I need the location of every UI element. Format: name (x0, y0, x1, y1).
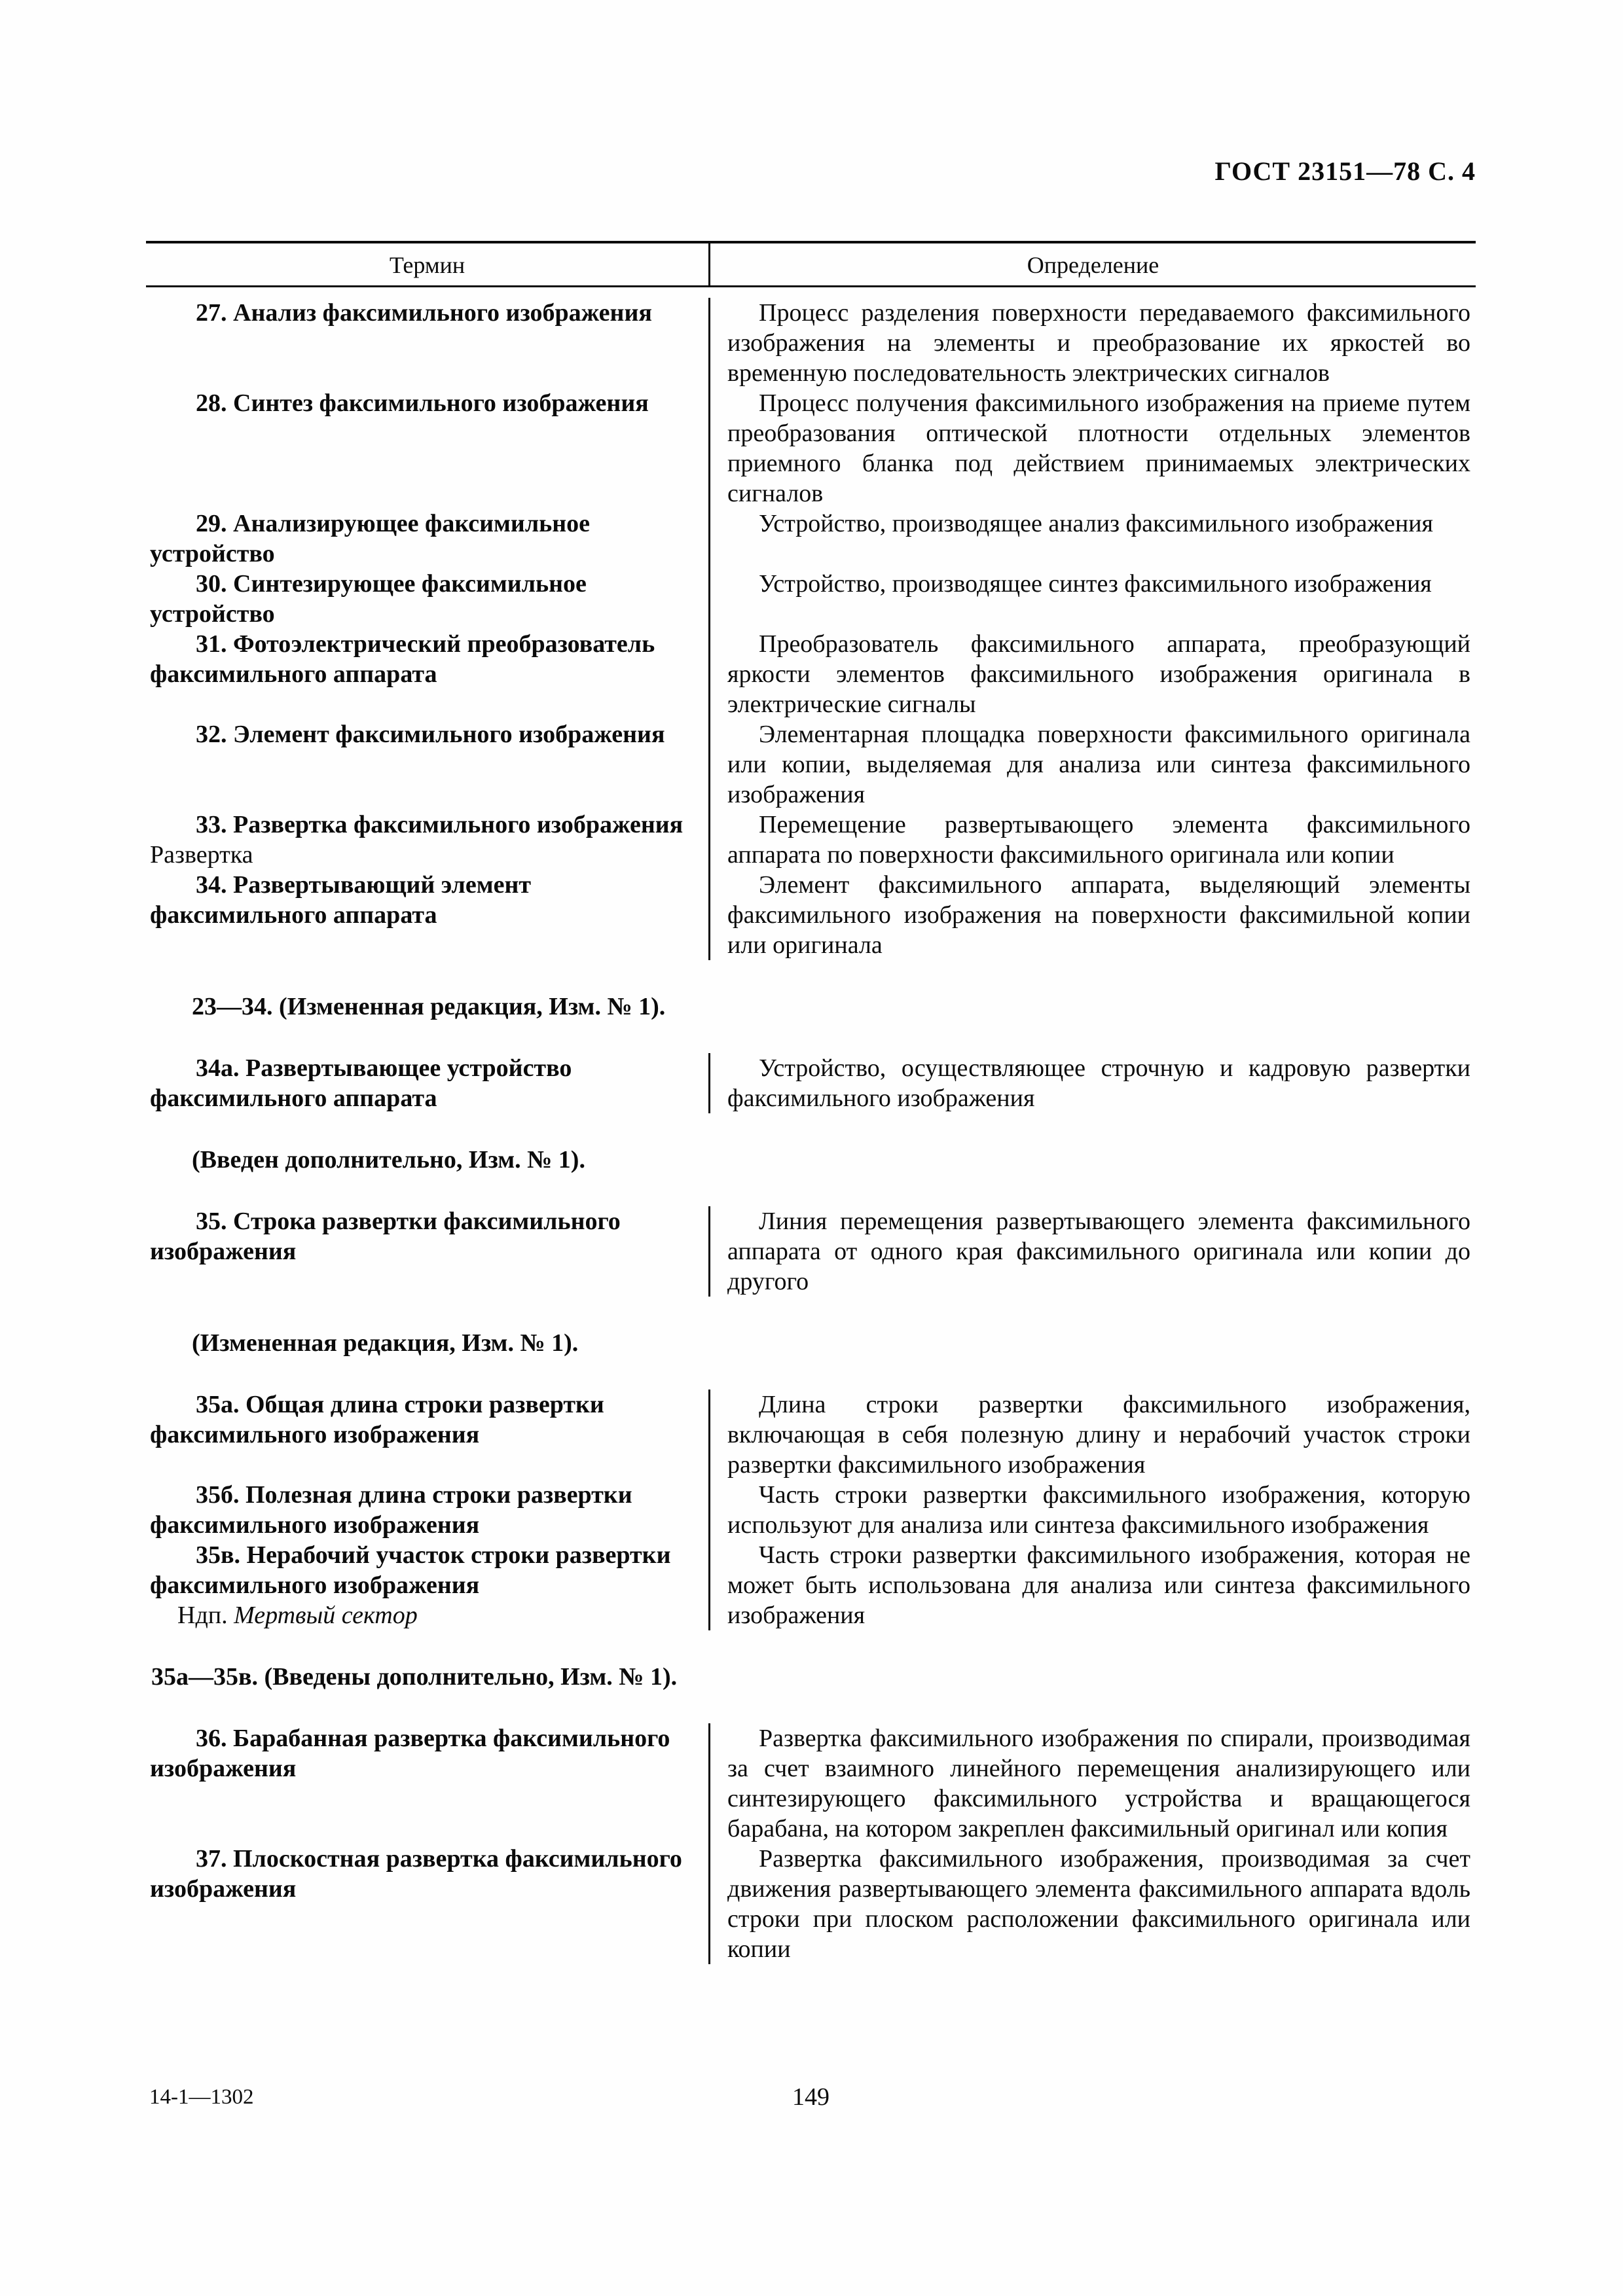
table-body (146, 287, 1476, 1964)
footer-order-code: 14-1—1302 (149, 2085, 254, 2109)
table-row (146, 1053, 1476, 1113)
column-header-term: Термин (146, 243, 710, 285)
definition-cell (710, 1723, 1476, 1844)
table-row (146, 1540, 1476, 1630)
term-cell (146, 388, 710, 509)
term-cell (146, 810, 710, 870)
amendment-note: 35а—35в. (Введены дополнительно, Изм. № 1). (151, 1663, 678, 1691)
term-cell (146, 870, 710, 960)
amendment-note: (Измененная редакция, Изм. № 1). (192, 1329, 579, 1357)
term-cell (146, 1844, 710, 1964)
definition-text: Развертка факсимильного изображения, производимая за счет движения развертывающего элемента факсимильного аппарата вдоль строки при плоском расположении факсимильного оригинала или копии (727, 1845, 1470, 1963)
definition-text: Процесс получения факсимильного изображения на приеме путем преобразования оптической плотности отдельных элементов приемного бланка под действием принимаемых электрических сигналов (727, 389, 1470, 507)
running-head: ГОСТ 23151—78 С. 4 (1214, 156, 1476, 186)
definition-text: Часть строки развертки факсимильного изображения, которая не может быть использована для анализа или синтеза факсимильного изображения (727, 1541, 1470, 1629)
definition-cell (710, 298, 1476, 388)
inadmissible-term: Мертвый сектор (234, 1602, 418, 1629)
term-cell (146, 298, 710, 388)
term-text: 34а. Развертывающее устройство факсимильного аппарата (150, 1054, 572, 1112)
definition-cell (710, 810, 1476, 870)
term-text: 32. Элемент факсимильного изображения (196, 721, 665, 748)
term-text: 34. Развертывающий элемент факсимильного аппарата (150, 871, 531, 929)
term-text: 35а. Общая длина строки развертки факсимильного изображения (150, 1391, 604, 1448)
table-header-row (146, 243, 1476, 287)
definition-cell (710, 1206, 1476, 1297)
definition-text: Устройство, производящее синтез факсимильного изображения (759, 570, 1432, 598)
amendment-note: (Введен дополнительно, Изм. № 1). (192, 1146, 585, 1174)
table-row (146, 1390, 1476, 1480)
term-text: 27. Анализ факсимильного изображения (196, 299, 652, 327)
table-row (146, 509, 1476, 569)
definition-cell (710, 1480, 1476, 1540)
term-text: 36. Барабанная развертка факсимильного изображения (150, 1725, 670, 1782)
term-text: 31. Фотоэлектрический преобразователь факсимильного аппарата (150, 630, 655, 688)
term-cell (146, 569, 710, 629)
term-cell (146, 719, 710, 810)
term-text: 37. Плоскостная развертка факсимильного изображения (150, 1845, 682, 1903)
definition-text: Длина строки развертки факсимильного изображения, включающая в себя полезную длину и нерабочий участок строки развертки факсимильного изображения (727, 1391, 1470, 1479)
definition-cell (710, 1844, 1476, 1964)
definition-cell (710, 569, 1476, 629)
definition-cell (710, 509, 1476, 569)
table-row (146, 298, 1476, 388)
definition-cell (710, 1540, 1476, 1630)
table-row (146, 569, 1476, 629)
term-short-form: Развертка (150, 841, 253, 869)
amendment-note: 23—34. (Измененная редакция, Изм. № 1). (192, 993, 666, 1020)
table-row (146, 719, 1476, 810)
term-cell (146, 629, 710, 719)
term-text: 33. Развертка факсимильного изображения (196, 811, 684, 838)
table-row (146, 1480, 1476, 1540)
term-text: 30. Синтезирующее факсимильное устройство (150, 570, 587, 628)
definition-text: Линия перемещения развертывающего элемента факсимильного аппарата от одного края факсимильного оригинала или копии до другого (727, 1208, 1470, 1295)
definition-text: Устройство, осуществляющее строчную и кадровую развертки факсимильного изображения (727, 1054, 1470, 1112)
term-text: 35. Строка развертки факсимильного изображения (150, 1208, 621, 1265)
term-cell (146, 1723, 710, 1844)
term-text: 35б. Полезная длина строки развертки факсимильного изображения (150, 1481, 632, 1539)
definition-text: Устройство, производящее анализ факсимильного изображения (759, 510, 1434, 537)
terms-definition-table (146, 241, 1476, 1964)
term-cell (146, 1480, 710, 1540)
term-text: 28. Синтез факсимильного изображения (196, 389, 649, 417)
table-row (146, 810, 1476, 870)
definition-cell (710, 1390, 1476, 1480)
definition-text: Развертка факсимильного изображения по спирали, производимая за счет взаимного линейного перемещения анализирующего или синтезирующего факсимильного устройства и вращающегося барабана, на котором закреплен факсимильный оригинал или копия (727, 1725, 1470, 1842)
definition-text: Элементарная площадка поверхности факсимильного оригинала или копии, выделяемая для анализа или синтеза факсимильного изображения (727, 721, 1470, 808)
term-cell (146, 1540, 710, 1630)
definition-text: Элемент факсимильного аппарата, выделяющий элементы факсимильного изображения на поверхности факсимильной копии или оригинала (727, 871, 1470, 959)
definition-cell (710, 388, 1476, 509)
term-cell (146, 1390, 710, 1480)
term-cell (146, 509, 710, 569)
table-row (146, 1206, 1476, 1297)
definition-cell (710, 1053, 1476, 1113)
table-row (146, 870, 1476, 960)
table-row (146, 629, 1476, 719)
definition-text: Преобразователь факсимильного аппарата, преобразующий яркости элементов факсимильного изображения оригинала в электрические сигналы (727, 630, 1470, 718)
definition-cell (710, 870, 1476, 960)
term-cell (146, 1053, 710, 1113)
definition-cell (710, 629, 1476, 719)
inadmissible-label: Ндп. (177, 1602, 228, 1629)
definition-text: Перемещение развертывающего элемента факсимильного аппарата по поверхности факсимильного оригинала или копии (727, 811, 1470, 869)
table-row (146, 1844, 1476, 1964)
term-cell (146, 1206, 710, 1297)
page-number: 149 (792, 2083, 830, 2111)
definition-text: Процесс разделения поверхности передаваемого факсимильного изображения на элементы и преобразование их яркостей во временную последовательность электрических сигналов (727, 299, 1470, 387)
term-inadmissible-synonym (150, 1600, 699, 1630)
term-text: 35в. Нерабочий участок строки развертки факсимильного изображения (150, 1541, 671, 1599)
definition-cell (710, 719, 1476, 810)
table-row (146, 388, 1476, 509)
term-text: 29. Анализирующее факсимильное устройство (150, 510, 590, 567)
column-header-definition: Определение (1027, 252, 1159, 278)
definition-text: Часть строки развертки факсимильного изображения, которую используют для анализа или синтеза факсимильного изображения (727, 1481, 1470, 1539)
table-row (146, 1723, 1476, 1844)
